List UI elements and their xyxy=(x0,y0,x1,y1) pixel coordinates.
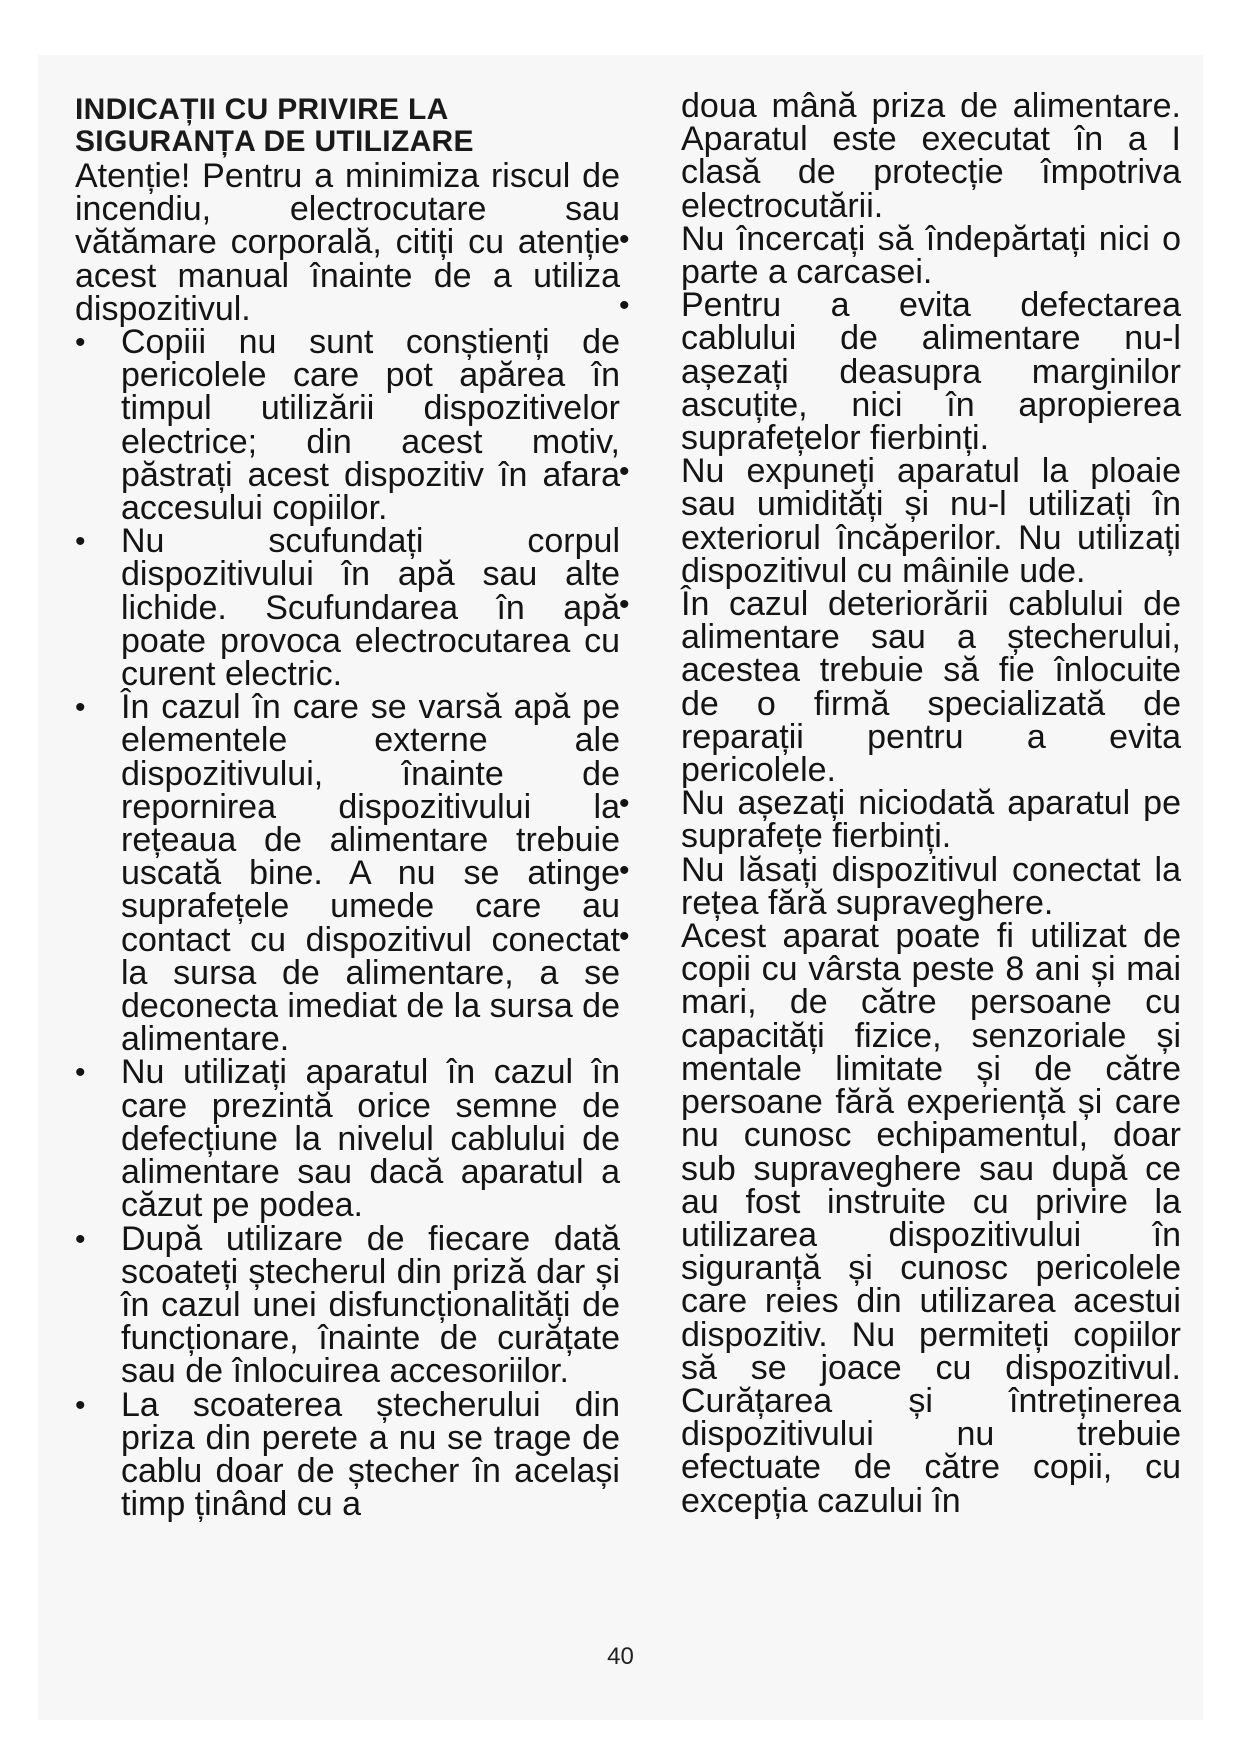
list-item xyxy=(619,219,1181,292)
bullet-icon: • xyxy=(619,289,630,323)
bullet-icon: • xyxy=(619,787,630,821)
bullet-icon: • xyxy=(75,691,86,725)
list-item-text: Pentru a evita defectarea cablului de alimentare nu-l așezați deasupra marginilor ascuțite, nici în apropierea suprafețelor fierbinți. xyxy=(681,286,1181,458)
list-item xyxy=(75,688,620,1059)
left-bullet-list xyxy=(75,323,620,1524)
right-bullet-list xyxy=(619,219,1181,1520)
list-item-text: La scoaterea ștecherului din priza din perete a nu se trage de cablu doar de ștecher în același timp ținând cu a xyxy=(121,1385,620,1524)
list-item-text: Nu așezați niciodată aparatul pe suprafețe fierbinți. xyxy=(681,784,1181,856)
bullet-icon: • xyxy=(619,588,630,622)
intro-paragraph: Atenție! Pentru a minimiza riscul de incendiu, electrocutare sau vătămare corporală, citiți cu atenție acest manual înainte de a utiliza dispozitivul. xyxy=(75,157,620,328)
list-item-text: După utilizare de fiecare dată scoateți ștecherul din priză dar și în cazul unei disfuncționalități de funcționare, înainte de curățate sau de înlocuirea accesoriilor. xyxy=(121,1219,620,1391)
bullet-icon: • xyxy=(619,455,630,489)
bullet-icon: • xyxy=(619,222,630,256)
list-item xyxy=(75,1385,620,1524)
list-item-text: Copiii nu sunt conștienți de pericolele care pot apărea în timpul utilizării dispozitivelor electrice; din acest motiv, păstrați acest dispozitiv în afara accesului copiilor. xyxy=(121,323,620,528)
left-column xyxy=(75,157,620,1524)
list-item-text: Nu expuneți aparatul la ploaie sau umidități și nu-l utilizați în exteriorul încăperilor. Nu utilizați dispozitivul cu mâinile ude. xyxy=(681,452,1181,590)
list-item-text: Nu utilizați aparatul în cazul în care prezintă orice semne de defecțiune la nivelul cablului de alimentare sau dacă aparatul a căzut pe podea. xyxy=(121,1053,620,1225)
list-item xyxy=(75,323,620,528)
bullet-icon: • xyxy=(75,1388,86,1422)
section-title: INDICAȚII CU PRIVIRE LA SIGURANȚA DE UTILIZARE xyxy=(75,93,474,158)
list-item-text: Nu scufundați corpul dispozitivului în apă sau alte lichide. Scufundarea în apă poate provoca electrocutarea cu curent electric. xyxy=(121,522,620,694)
bullet-icon: • xyxy=(75,525,86,559)
list-item xyxy=(619,850,1181,922)
list-item xyxy=(619,917,1181,1520)
bullet-icon: • xyxy=(75,326,86,360)
bullet-icon: • xyxy=(619,853,630,887)
list-item xyxy=(619,286,1181,458)
list-item-text: Nu încercați să îndepărtați nici o parte a carcasei. xyxy=(681,219,1181,292)
list-item xyxy=(619,452,1181,590)
list-item-text: Acest aparat poate fi utilizat de copii cu vârsta peste 8 ani și mai mari, de către persoane cu capacități fizice, senzoriale și mentale limitate și de către persoane fără experiență și care nu cunosc echipamentul, doar sub supraveghere sau după ce au fost instruite cu privire la utilizarea dispozitivului în siguranță și cunosc pericolele care reies din utilizarea acestui dispozitiv. Nu permiteți copiilor să se joace cu dispozitivul. Curățarea și întreținerea dispozitivului nu trebuie efectuate de către copii, cu excepția cazului în xyxy=(681,917,1181,1520)
bullet-icon: • xyxy=(75,1056,86,1090)
page-number: 40 xyxy=(607,1643,634,1670)
list-item-text: În cazul în care se varsă apă pe elementele externe ale dispozitivului, înainte de repornirea dispozitivului la rețeaua de alimentare trebuie uscată bine. A nu se atinge suprafețele umede care au contact cu dispozitivul conectat la sursa de alimentare, a se deconecta imediat de la sursa de alimentare. xyxy=(121,688,620,1059)
list-item xyxy=(75,1219,620,1391)
continued-paragraph: doua mână priza de alimentare. Aparatul este executat în a I clasă de protecție împotriva electrocutării. xyxy=(681,87,1181,225)
list-item xyxy=(75,1053,620,1225)
bullet-icon: • xyxy=(619,920,630,954)
bullet-icon: • xyxy=(75,1222,86,1256)
list-item xyxy=(75,522,620,694)
list-item xyxy=(619,585,1181,790)
list-item-text: Nu lăsați dispozitivul conectat la rețea fără supraveghere. xyxy=(681,850,1181,922)
right-column xyxy=(619,87,1181,1520)
list-item xyxy=(619,784,1181,856)
list-item-text: În cazul deteriorării cablului de alimentare sau a ștecherului, acestea trebuie să fie înlocuite de o firmă specializată de reparații pentru a evita pericolele. xyxy=(681,585,1181,790)
